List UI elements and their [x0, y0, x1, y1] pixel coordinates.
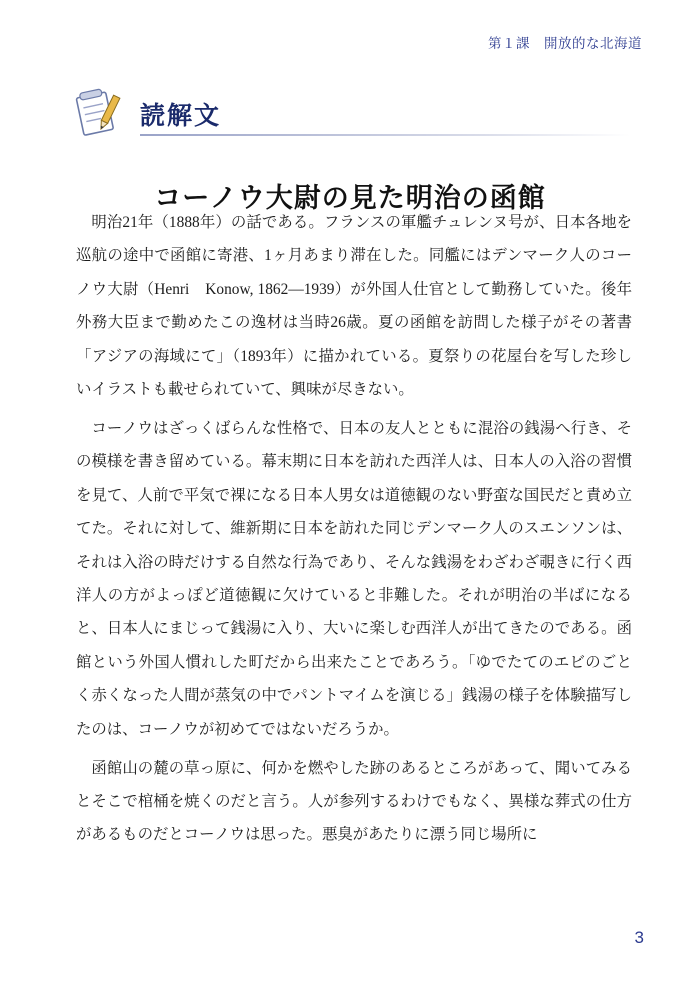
heading-divider	[140, 134, 630, 136]
page-title: コーノウ大尉の見た明治の函館	[154, 183, 546, 214]
paragraph: コーノウはざっくばらんな性格で、日本の友人とともに混浴の銭湯へ行き、その模様を書き留めている。幕末期に日本を訪れた西洋人は、日本人の入浴の習慣を見て、人前で平気で裸になる日本人男女は道徳観のない野蛮な国民だと責め立てた。それに対して、維新期に日本を訪れた同じデンマーク人のスエンソンは、それは入浴の時だけする自然な行為であり、そんな銭湯をわざわざ覗きに行く西洋人の方がよっぽど道徳観に欠けていると非難した。それが明治の半ばになると、日本人にまじって銭湯に入り、大いに楽しむ西洋人が出てきたのである。函館という外国人慣れした町だから出来たことであろう。「ゆでたてのエビのごとく赤くなった人間が蒸気の中でパントマイムを演じる」銭湯の様子を体験描写したのは、コーノウが初めてではないだろうか。	[76, 419, 632, 738]
article-body	[76, 206, 632, 857]
running-head-lesson: 第１課	[488, 36, 530, 51]
paragraph: 函館山の麓の草っ原に、何かを燃やした跡のあるところがあって、聞いてみるとそこで棺桶を焼くのだと言う。人が参列するわけでもなく、異様な葬式の仕方があるものだとコーノウは思った。悪臭があたりに漂う同じ場所に	[76, 759, 632, 844]
page-number: 3	[634, 928, 644, 947]
section-title: 読解文	[140, 103, 222, 130]
section-heading	[70, 88, 630, 144]
running-head-title: 開放的な北海道	[544, 36, 642, 51]
running-head	[488, 32, 642, 52]
notepad-pencil-icon	[70, 88, 126, 140]
paragraph: 明治21年（1888年）の話である。フランスの軍艦チュレンヌ号が、日本各地を巡航の途中で函館に寄港、1ヶ月あまり滞在した。同艦にはデンマーク人のコーノウ大尉（Henri Konow, 1862―1939）が外国人仕官として勤務していた。後年外務大臣まで勤めたこの逸材は当時26歳。夏の函館を訪問した様子がその著書「アジアの海域にて」（1893年）に描かれている。夏祭りの花屋台を写した珍しいイラストも載せられていて、興味が尽きない。	[76, 214, 632, 399]
